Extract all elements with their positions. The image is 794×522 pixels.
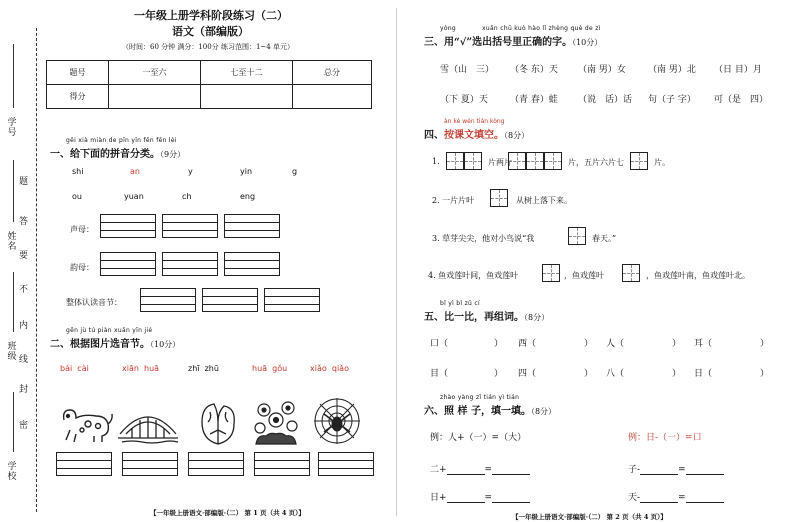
score-value-row <box>47 85 372 109</box>
score-cell: 总分 <box>293 61 372 85</box>
sec3-pinyin-a: yòng <box>440 25 457 32</box>
tian-box[interactable] <box>622 264 640 282</box>
example-2: 例：日-（一）=口 <box>628 433 702 443</box>
compare-char: 四（ <box>518 369 537 379</box>
seal-word: 线 <box>19 355 29 365</box>
writing-box[interactable] <box>224 252 280 276</box>
writing-box[interactable] <box>318 452 374 476</box>
equation-prefix: 日+ <box>430 493 447 503</box>
score-table <box>46 60 372 109</box>
syllable-a: bái <box>60 364 73 373</box>
choice-item[interactable]: （日 目）月 <box>714 65 762 75</box>
answer-blank[interactable] <box>686 467 724 475</box>
sec5-title <box>424 308 549 323</box>
class-label: 班级 <box>7 342 17 362</box>
flowers-picture-icon <box>250 398 302 446</box>
sec5-pinyin: bǐ yì bǐ zǔ cí <box>440 300 480 307</box>
equals-sign: = <box>484 465 493 475</box>
compare-char: 日（ <box>694 369 713 379</box>
sec4-points: （8分） <box>504 131 530 140</box>
syllable: ch <box>182 192 192 201</box>
choice-item[interactable]: （青 春）蛙 <box>510 95 558 105</box>
score-cell: 一至六 <box>109 61 201 85</box>
syllable: eng <box>240 192 256 201</box>
sec3-title-text: 三、用“√”选出括号里正确的字。 <box>424 37 573 48</box>
syllable: y <box>188 167 193 176</box>
sec3-title <box>424 33 602 48</box>
choice-item[interactable]: （说 话）话 <box>578 95 633 105</box>
syllable: ou <box>72 192 82 201</box>
writing-box[interactable] <box>162 214 218 238</box>
compare-close: ） <box>584 339 594 349</box>
sec2-title-text: 二、根据图片选音节。 <box>50 339 150 350</box>
syllable: g <box>292 167 298 176</box>
syllable-a: xiān <box>122 364 139 373</box>
sec5-title-text: 五、比一比，再组词。 <box>424 312 524 323</box>
equation-prefix: 天- <box>628 493 641 503</box>
compare-close: ） <box>760 339 770 349</box>
example-1: 例：人+（一）=（大） <box>430 433 527 443</box>
syllable-b: gǒu <box>272 364 288 373</box>
tian-box[interactable] <box>568 227 586 245</box>
sec2-points: （10分） <box>150 340 181 349</box>
score-cell: 七至十二 <box>201 61 293 85</box>
spider-picture-icon <box>312 396 362 446</box>
choice-item[interactable]: 可（是 四） <box>714 95 769 105</box>
binding-dashed-line <box>36 28 37 512</box>
writing-box[interactable] <box>100 214 156 238</box>
sec1-title-text: 一、给下面的拼音分类。 <box>50 149 160 160</box>
writing-box[interactable] <box>122 452 178 476</box>
choice-item[interactable]: （下 夏）天 <box>440 95 488 105</box>
footer-left: 【一年级上册语文·部编版·（二） 第 1 页（共 4 页）】 <box>150 509 305 517</box>
sec3-pinyin-b: xuǎn chū kuò hào lǐ zhèng què de zì <box>482 25 601 32</box>
choice-item[interactable]: （南 男）北 <box>648 65 696 75</box>
tian-box[interactable] <box>464 152 482 170</box>
compare-char: 人（ <box>606 339 625 349</box>
equals-sign: = <box>678 493 686 503</box>
syllable-pair <box>122 356 159 375</box>
score-input-cell[interactable] <box>109 85 201 109</box>
syllable-a: zhī <box>188 364 200 373</box>
sec6-title-text: 六、照 样 子，填一填。 <box>424 406 531 417</box>
seal-word: 题 <box>19 177 29 187</box>
sec4-title-red: 按课文填空。 <box>444 130 504 141</box>
sec2-pinyin: gēn jù tú piàn xuǎn yīn jié <box>66 327 153 334</box>
bridge-picture-icon <box>118 404 178 444</box>
answer-blank[interactable] <box>492 467 530 475</box>
seal-word: 内 <box>19 321 29 331</box>
choice-item[interactable]: （南 男）女 <box>578 65 626 75</box>
choice-item[interactable]: （冬 东）天 <box>510 65 558 75</box>
writing-box[interactable] <box>224 214 280 238</box>
sec3-points: （10分） <box>572 38 603 47</box>
seal-word: 答 <box>19 217 29 227</box>
syllable-b: qiǎo <box>331 364 349 373</box>
equation-row <box>628 490 724 503</box>
equals-sign: = <box>484 493 493 503</box>
sec6-points: （8分） <box>530 407 557 416</box>
fill-text: 春天。” <box>592 234 617 243</box>
answer-blank[interactable] <box>640 495 678 503</box>
compare-close: ） <box>672 339 682 349</box>
fill-text: 片两片 <box>488 158 512 167</box>
writing-box[interactable] <box>254 452 310 476</box>
exam-info: （时间：60 分钟 满分：100分 练习范围：1~4 单元） <box>122 43 294 51</box>
fill-text: 4. 鱼戏莲叶间，鱼戏莲叶 <box>428 271 519 280</box>
number-label: 学号 <box>7 118 17 138</box>
answer-blank[interactable] <box>447 495 485 503</box>
page-title: 一年级上册学科阶段练习（二） <box>134 9 288 22</box>
writing-box[interactable] <box>188 452 244 476</box>
score-cell: 得分 <box>47 85 109 109</box>
fill-text: ，鱼戏莲叶南，鱼戏莲叶北。 <box>646 271 750 280</box>
shengmu-label: 声母： <box>70 225 94 234</box>
tian-box[interactable] <box>490 189 508 207</box>
number-field[interactable] <box>13 44 14 108</box>
equation-row <box>628 462 724 475</box>
seal-word: 要 <box>19 251 29 261</box>
compare-close: ） <box>494 339 504 349</box>
tian-box[interactable] <box>526 152 544 170</box>
choice-item[interactable]: 雪（山 三） <box>440 65 495 75</box>
sec4-title-prefix: 四、 <box>424 130 444 141</box>
footer-right: 【一年级上册语文·部编版·（二） 第 2 页（共 4 页）】 <box>512 513 667 521</box>
name-label: 姓名 <box>7 232 17 252</box>
fill-text: 片。 <box>654 158 670 167</box>
seal-word: 密 <box>19 421 29 431</box>
page-divider <box>396 8 397 516</box>
dog-picture-icon <box>58 400 114 444</box>
class-field[interactable] <box>13 272 14 332</box>
syllable-b: huā <box>144 364 160 373</box>
equation-prefix: 子- <box>628 465 641 475</box>
sec6-title <box>424 402 556 417</box>
sec1-points: （9分） <box>160 150 186 159</box>
sec6-pinyin: zhào yàng zǐ tián yì tián <box>440 394 520 401</box>
sec1-pinyin: gěi xià miàn de pīn yīn fēn fēn lèi <box>66 137 177 144</box>
answer-blank[interactable] <box>640 467 678 475</box>
fill-text: 从树上落下来。 <box>516 196 572 205</box>
school-field[interactable] <box>13 392 14 452</box>
tian-box[interactable] <box>544 152 562 170</box>
writing-box[interactable] <box>100 252 156 276</box>
page-subject: 语文（部编版） <box>172 25 249 38</box>
syllable-a: xiǎo <box>310 364 327 373</box>
syllable: an <box>130 167 140 176</box>
sec4-title <box>424 126 529 141</box>
fill-text: 2. 一片片叶 <box>432 196 475 205</box>
syllable: shi <box>72 167 84 176</box>
compare-char: 八（ <box>606 369 625 379</box>
score-cell: 题号 <box>47 61 109 85</box>
syllable-b: zhū <box>204 364 219 373</box>
equation-prefix: 二+ <box>430 465 447 475</box>
syllable: yuan <box>124 192 144 201</box>
score-header-row <box>47 61 372 85</box>
syllable-pair <box>310 356 349 375</box>
cabbage-picture-icon <box>196 400 240 446</box>
school-label: 学校 <box>7 462 17 482</box>
sec5-points: （8分） <box>524 313 550 322</box>
score-input-cell[interactable] <box>293 85 372 109</box>
score-input-cell[interactable] <box>201 85 293 109</box>
fill-text: 3. 草芽尖尖，他对小鸟说“我 <box>432 234 535 243</box>
name-field[interactable] <box>13 160 14 222</box>
fill-line-number: 1. <box>432 157 440 166</box>
compare-close: ） <box>672 369 682 379</box>
syllable-pair <box>252 356 287 375</box>
tian-box[interactable] <box>508 152 526 170</box>
equation-row <box>430 462 530 475</box>
fill-text: 片，五片六片七 <box>568 158 624 167</box>
seal-word: 封 <box>19 385 29 395</box>
writing-box[interactable] <box>56 452 112 476</box>
syllable-a: huā <box>252 364 268 373</box>
compare-close: ） <box>494 369 504 379</box>
tian-box[interactable] <box>542 264 560 282</box>
fill-text: ，鱼戏莲叶 <box>564 271 604 280</box>
sec4-pinyin: àn kè wén tián kòng <box>444 118 505 125</box>
compare-char: 耳（ <box>694 339 713 349</box>
sec1-title <box>50 145 185 160</box>
writing-box[interactable] <box>202 288 258 312</box>
answer-blank[interactable] <box>492 495 530 503</box>
syllable-pair <box>60 356 89 375</box>
compare-char: 目（ <box>430 369 449 379</box>
equals-sign: = <box>678 465 686 475</box>
yunmu-label: 韵母： <box>70 263 94 272</box>
syllable-b: cài <box>77 364 89 373</box>
writing-box[interactable] <box>140 288 196 312</box>
answer-blank[interactable] <box>447 467 485 475</box>
compare-char: 西（ <box>518 339 537 349</box>
compare-close: ） <box>584 369 594 379</box>
seal-word: 不 <box>19 285 29 295</box>
choice-item[interactable]: 句（子 字） <box>648 95 696 105</box>
syllable: yin <box>240 167 253 176</box>
sec2-title <box>50 335 180 350</box>
tian-box[interactable] <box>630 152 648 170</box>
writing-box[interactable] <box>264 288 320 312</box>
answer-blank[interactable] <box>686 495 724 503</box>
tian-box[interactable] <box>446 152 464 170</box>
writing-box[interactable] <box>162 252 218 276</box>
zhengti-label: 整体认读音节： <box>66 298 122 307</box>
compare-char: 口（ <box>430 339 449 349</box>
compare-close: ） <box>760 369 770 379</box>
syllable-pair <box>188 356 219 375</box>
equation-row <box>430 490 530 503</box>
